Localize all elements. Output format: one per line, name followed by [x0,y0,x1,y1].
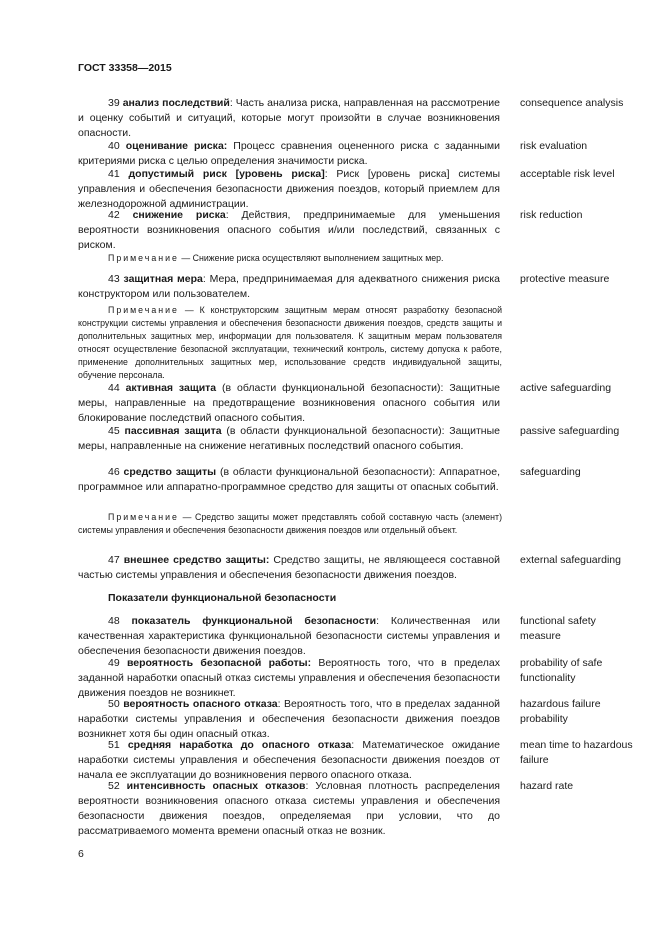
term-name: вероятность безопасной работы: [126,657,312,669]
note-label: Примечание [108,253,179,263]
term-name: вероятность опасного отказа [123,698,278,710]
page-number: 6 [78,848,84,860]
term-name: снижение риска [132,209,226,221]
term-english: risk evaluation [520,140,588,152]
term-name: анализ последствий [122,97,230,109]
term-english: protective measure [520,273,610,285]
term-definition: 44 активная защита (в области функциональной безопасности): Защитные меры, направленные на предотвращение возникновения опасного события или блокирование последствий опасного события. [78,382,500,424]
term-english: consequence analysis [520,97,624,109]
term-definition: 39 анализ последствий: Часть анализа риска, направленная на рассмотрение и оценку событий и ситуаций, которые могут произойти в случае возникновения опасности. [78,97,500,139]
term-english: external safeguarding [520,554,621,566]
term-definition: 50 вероятность опасного отказа: Вероятность того, что в пределах заданной наработки системы управления и обеспечения безопасности движения поездов возникнет хотя бы один опасный отказ. [78,698,501,740]
term-english: mean time to hazardous failure [520,739,633,766]
term-name: допустимый риск [уровень риска] [128,168,325,180]
term-name: внешнее средство защиты: [123,554,270,566]
term-definition: 52 интенсивность опасных отказов: Условная плотность распределения вероятности возникновения опасного отказа системы управления и обеспечения безопасности движения поездов, определяемая при условии, что до рассматриваемого момента времени опасный отказ не возник. [78,780,500,837]
term-english: active safeguarding [520,382,612,394]
note-label: Примечание [108,512,179,522]
note-3: Примечание — Средство защиты может представлять собой составную часть (элемент) системы управления и обеспечения безопасности движения поездов или отдельный объект. [78,512,502,535]
term-name: пассивная защита [124,425,222,437]
term-definition: 40 оценивание риска: Процесс сравнения оцененного риска с заданными критериями риска с целью определения значимости риска. [78,140,500,167]
term-definition: 47 внешнее средство защиты: Средство защиты, не являющееся составной частью системы управления и обеспечения безопасности движения поездов. [78,554,500,581]
term-english: safeguarding [520,466,581,478]
term-definition: 46 средство защиты (в области функциональной безопасности): Аппаратное, программное или аппаратно-программное средство для защиты от опасных событий. [78,466,501,493]
section-title: Показатели функциональной безопасности [108,592,337,604]
note-1: Примечание — Снижение риска осуществляют выполнением защитных мер. [108,253,444,263]
term-english: passive safeguarding [520,425,620,437]
term-name: средство защиты [123,466,217,478]
term-english: probability of safe functionality [520,657,603,684]
document-header: ГОСТ 33358—2015 [78,62,172,74]
term-english: hazard rate [520,780,574,792]
term-definition: 51 средняя наработка до опасного отказа: Математическое ожидание наработки системы управления и обеспечения безопасности движения поездов от начала ее эксплуатации до возникновения первого опасного отказа. [78,739,500,781]
term-definition: 41 допустимый риск [уровень риска]: Риск [уровень риска] системы управления и обеспечения безопасности движения поездов, который приемлем для железнодорожной администрации. [78,168,500,210]
term-definition: 49 вероятность безопасной работы: Вероятность того, что в пределах заданной наработки опасный отказ системы управления и обеспечения безопасности движения поездов не возникнет. [78,657,500,699]
term-definition: 43 защитная мера: Мера, предпринимаемая для адекватного снижения риска конструктором или пользователем. [78,273,501,300]
term-definition: 45 пассивная защита (в области функциональной безопасности): Защитные меры, направленные на снижение негативных последствий опасного события. [78,425,500,452]
term-name: активная защита [125,382,217,394]
note-2: Примечание — К конструкторским защитным мерам относят разработку безопасной конструкции системы управления и обеспечения безопасности движения поездов, средств защиты и дополнительных защитных мер, информации для пользователя. К защитным мерам пользователя относят осуществление безопасной эксплуатации, технический контроль, систему допуска к работе, применение дополнительных защитных мер, использование средств индивидуальной защиты, обучение персонала. [78,305,502,380]
term-english: risk reduction [520,209,583,221]
term-english: hazardous failure probability [520,698,601,725]
term-name: защитная мера [123,273,203,285]
term-definition: 42 снижение риска: Действия, предпринимаемые для уменьшения вероятности возникновения опасного события и/или последствий, связанных с риском. [78,209,500,251]
term-english: functional safety measure [520,615,596,642]
note-label: Примечание [108,305,179,315]
term-name: средняя наработка до опасного отказа [127,739,352,751]
term-name: оценивание риска: [125,140,228,152]
term-definition: 48 показатель функциональной безопасности: Количественная или качественная характеристика функциональной безопасности системы управления и обеспечения безопасности движения поездов. [78,615,500,657]
term-english: acceptable risk level [520,168,615,180]
term-name: показатель функциональной безопасности [131,615,377,627]
term-name: интенсивность опасных отказов [126,780,306,792]
